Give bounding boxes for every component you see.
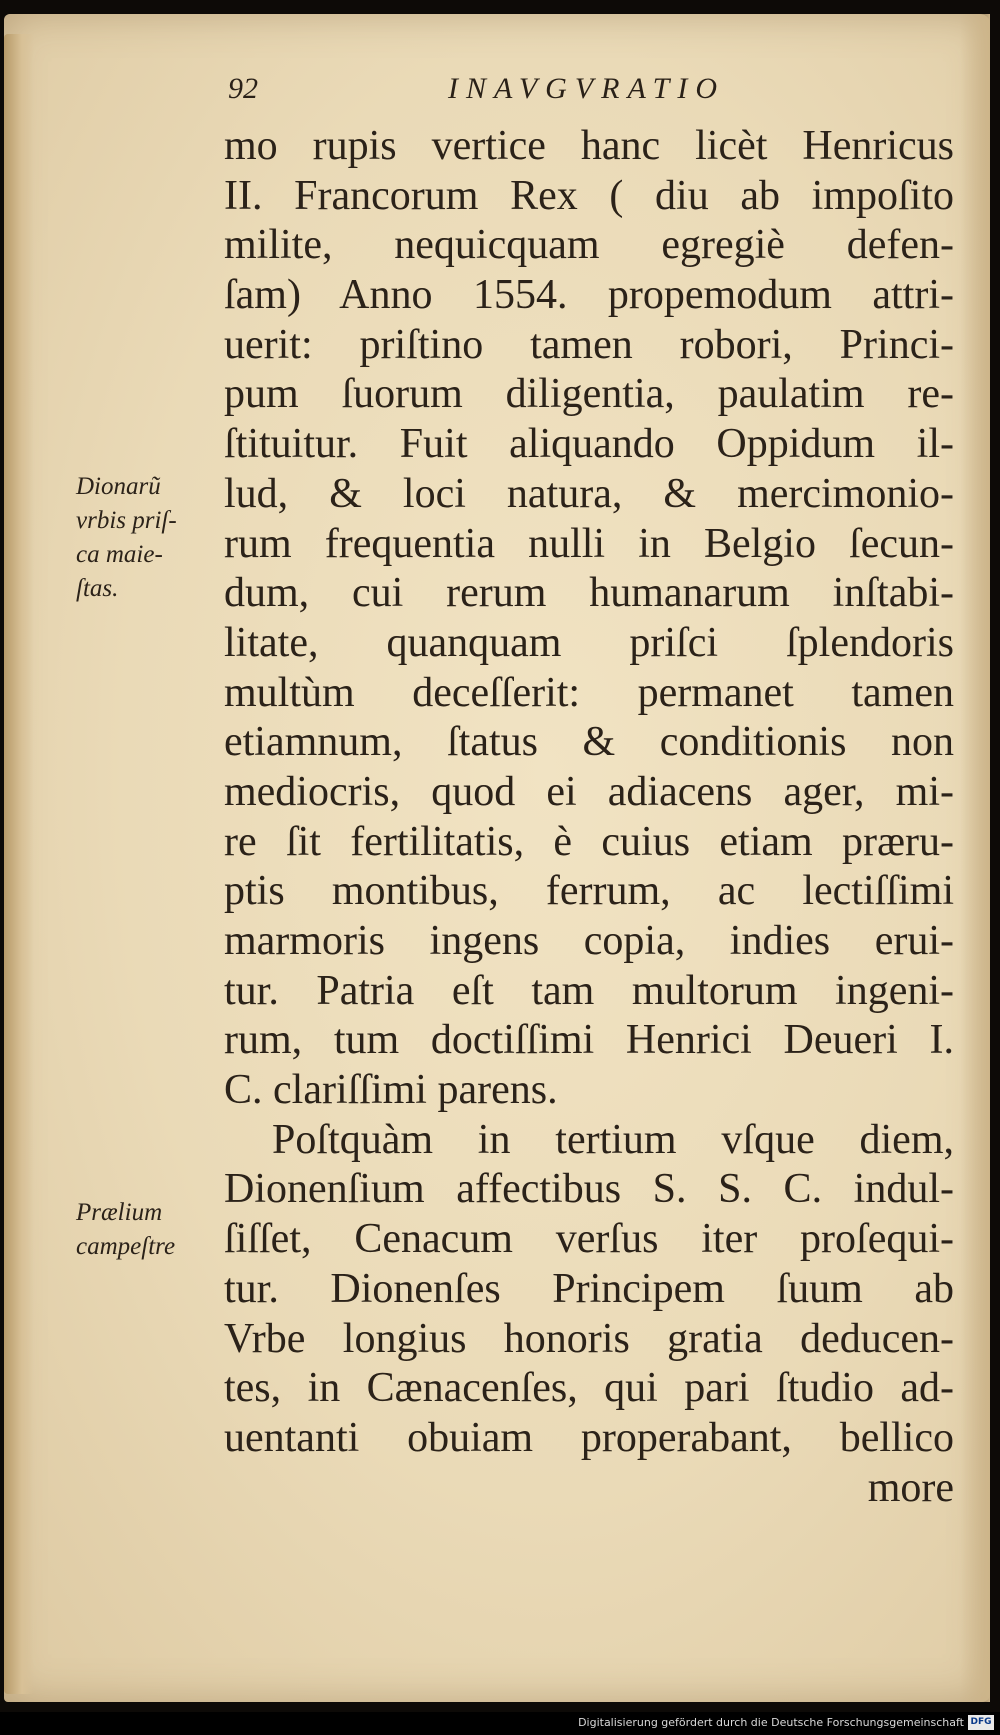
marginal-line: ca maie- (76, 541, 163, 568)
text-line: rum frequentia nulli in Belgio ſecun- (224, 520, 954, 567)
text-line: tur. Patria eſt tam multorum ingeni- (224, 967, 954, 1014)
text-line: re ſit fertilitatis, è cuius etiam præru- (224, 818, 954, 865)
text-line: lud, & loci natura, & mercimonio- (224, 470, 954, 517)
text-line: Dionenſium affectibus S. S. C. indul- (224, 1166, 954, 1213)
text-line: milite, nequicquam egregiè defen- (224, 222, 954, 269)
text-line: multùm deceſſerit: permanet tamen (224, 669, 954, 716)
text-line: II. Francorum Rex ( diu ab impoſito (224, 172, 954, 219)
text-line: mediocris, quod ei adiacens ager, mi- (224, 768, 954, 815)
text-line: ſam) Anno 1554. propemodum attri- (224, 272, 954, 319)
text-line: etiamnum, ſtatus & conditionis non (224, 719, 954, 766)
marginal-note-dionarum (76, 470, 216, 606)
page-spine-edge (4, 34, 34, 1694)
marginal-line: vrbis priſ- (76, 507, 177, 534)
text-line: ſtituitur. Fuit aliquando Oppidum il- (224, 421, 954, 468)
marginal-line: Dionarũ (76, 473, 161, 500)
text-line: Vrbe longius honoris gratia deducen- (224, 1315, 954, 1362)
text-line: Poſtquàm in tertium vſque diem, (272, 1116, 954, 1163)
text-line: rum, tum doctiſſimi Henrici Deueri I. (224, 1017, 954, 1064)
text-line: tes, in Cænacenſes, qui pari ſtudio ad- (224, 1365, 954, 1412)
text-line: marmoris ingens copia, indies erui- (224, 918, 954, 964)
text-line: litate, quanquam priſci ſplendoris (224, 619, 954, 666)
page-header (228, 72, 768, 112)
text-line: C. clariſſimi parens. (224, 1067, 558, 1114)
marginal-line: ſtas. (76, 575, 119, 602)
funding-credit: Digitalisierung gefördert durch die Deutsche Forschungsgemeinschaft (578, 1716, 964, 1729)
text-line: uentanti obuiam properabant, bellico (224, 1414, 954, 1461)
marginal-line: Prælium (76, 1199, 163, 1226)
page-number: 92 (228, 72, 258, 105)
text-line: dum, cui rerum humanarum inſtabi- (224, 570, 954, 617)
catchword: more (867, 1464, 954, 1511)
text-line: ſiſſet, Cenacum verſus iter proſequi- (224, 1216, 954, 1263)
marginal-line: campeſtre (76, 1233, 176, 1260)
text-line: tur. Dionenſes Principem ſuum ab (224, 1265, 954, 1312)
body-text (224, 122, 954, 1513)
text-line: pum ſuorum diligentia, paulatim re- (224, 371, 954, 418)
text-line: mo rupis vertice hanc licèt Henricus (224, 123, 954, 169)
running-title: INAVGVRATIO (448, 72, 726, 105)
text-line: uerit: priſtino tamen robori, Princi- (224, 321, 954, 368)
dfg-logo: DFG (968, 1715, 994, 1730)
page-outer-edge (960, 14, 990, 1702)
digitization-footer (0, 1712, 1000, 1735)
marginal-note-praelium (76, 1196, 216, 1264)
text-line: ptis montibus, ferrum, ac lectiſſimi (224, 868, 954, 915)
